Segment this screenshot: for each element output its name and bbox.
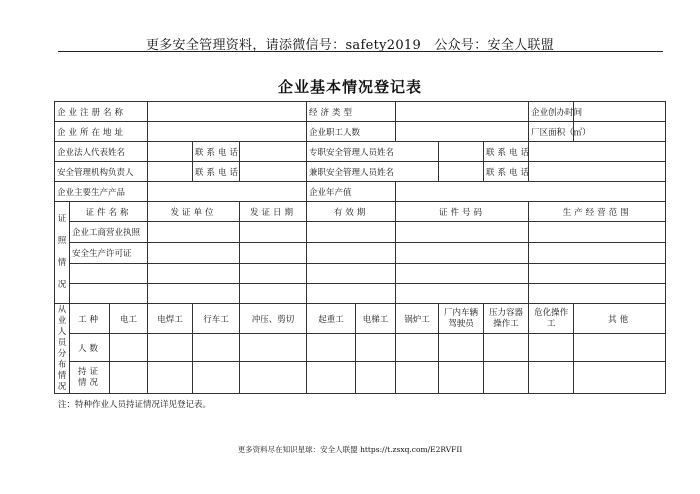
cert-cell[interactable] [396, 243, 529, 264]
label-employees: 企业职工人数 [307, 122, 396, 142]
table-row [55, 162, 666, 182]
cert-header-date: 发证日期 [240, 202, 307, 222]
worker-type: 锅炉工 [396, 304, 439, 334]
cert-cell[interactable] [396, 222, 529, 243]
table-row [55, 243, 666, 264]
value-employees[interactable] [396, 122, 529, 142]
cert-cell[interactable] [148, 284, 240, 304]
cert-cell[interactable] [396, 264, 529, 284]
cert-status-cell[interactable] [356, 362, 396, 394]
cert-item-license: 企业工商营业执照 [70, 222, 148, 243]
label-phone-3: 联系电话 [193, 162, 240, 182]
cert-cell[interactable] [70, 284, 148, 304]
count-cell[interactable] [574, 334, 666, 362]
table-row [55, 334, 666, 362]
count-cell[interactable] [193, 334, 240, 362]
cert-header-number: 证件号码 [396, 202, 529, 222]
value-founded[interactable] [574, 102, 666, 122]
cert-cell[interactable] [240, 222, 307, 243]
header-divider [58, 51, 663, 52]
value-phone-3[interactable] [240, 162, 307, 182]
cert-status-cell[interactable] [529, 362, 574, 394]
count-cell[interactable] [484, 334, 529, 362]
value-phone-4[interactable] [529, 162, 666, 182]
label-main-products: 企业主要生产产品 [55, 182, 148, 202]
value-safety-officer[interactable] [439, 142, 484, 162]
cert-cell[interactable] [240, 264, 307, 284]
label-safety-officer: 专职安全管理人员姓名 [307, 142, 439, 162]
count-cell[interactable] [529, 334, 574, 362]
table-row [55, 102, 666, 122]
value-address[interactable] [148, 122, 307, 142]
label-legal-rep: 企业法人代表姓名 [55, 142, 148, 162]
cert-status-cell[interactable] [110, 362, 148, 394]
value-reg-name[interactable] [148, 102, 307, 122]
count-cell[interactable] [439, 334, 484, 362]
label-annual-output: 企业年产值 [307, 182, 396, 202]
table-row [55, 202, 666, 222]
cert-cell[interactable] [307, 284, 396, 304]
worker-type: 电焊工 [148, 304, 193, 334]
cert-item-permit: 安全生产许可证 [70, 243, 148, 264]
label-phone-2: 联系电话 [484, 142, 529, 162]
cert-cell[interactable] [70, 264, 148, 284]
cert-cell[interactable] [148, 222, 240, 243]
label-part-time-officer: 兼职安全管理人员姓名 [307, 162, 439, 182]
form-title: 企业基本情况登记表 [277, 78, 422, 96]
count-cell[interactable] [148, 334, 193, 362]
workers-section-label: 从 业 人 员 分 布 情 况 [55, 304, 70, 394]
value-main-products[interactable] [148, 182, 307, 202]
value-econ-type[interactable] [396, 102, 529, 122]
cert-cell[interactable] [529, 264, 666, 284]
cert-cell[interactable] [240, 243, 307, 264]
cert-cell[interactable] [529, 243, 666, 264]
cert-cell[interactable] [148, 243, 240, 264]
label-phone-4: 联系电话 [484, 162, 529, 182]
label-econ-type: 经济类型 [307, 102, 396, 122]
worker-type: 危化操作工 [529, 304, 574, 334]
value-phone-1[interactable] [240, 142, 307, 162]
cert-header-issuer: 发证单位 [148, 202, 240, 222]
cert-header-scope: 生产经营范围 [529, 202, 666, 222]
table-row [55, 304, 666, 334]
cert-cell[interactable] [529, 222, 666, 243]
table-row [55, 222, 666, 243]
cert-status-cell[interactable] [439, 362, 484, 394]
footnote: 注：特种作业人员持证情况详见登记表。 [58, 400, 212, 410]
count-cell[interactable] [396, 334, 439, 362]
count-cell[interactable] [307, 334, 356, 362]
worker-type: 电梯工 [356, 304, 396, 334]
value-part-time-officer[interactable] [439, 162, 484, 182]
value-safety-dept-head[interactable] [148, 162, 193, 182]
cert-status-cell[interactable] [484, 362, 529, 394]
value-phone-2[interactable] [529, 142, 666, 162]
count-cell[interactable] [356, 334, 396, 362]
cert-cell[interactable] [240, 284, 307, 304]
cert-status-cell[interactable] [307, 362, 356, 394]
table-row [55, 122, 666, 142]
page-header: 更多安全管理资料，请添微信号：safety2019 公众号：安全人联盟 [145, 38, 555, 53]
worker-cert-label: 持证 情况 [70, 362, 110, 394]
table-row [55, 182, 666, 202]
worker-type: 电工 [110, 304, 148, 334]
worker-type: 厂内车辆驾驶员 [439, 304, 484, 334]
cert-header-validity: 有效期 [307, 202, 396, 222]
cert-header-name: 证件名称 [70, 202, 148, 222]
cert-cell[interactable] [307, 243, 396, 264]
table-row [55, 264, 666, 284]
table-row [55, 284, 666, 304]
table-row [55, 142, 666, 162]
cert-status-cell[interactable] [240, 362, 307, 394]
value-annual-output[interactable] [396, 182, 666, 202]
cert-status-cell[interactable] [193, 362, 240, 394]
cert-cell[interactable] [307, 264, 396, 284]
cert-status-cell[interactable] [574, 362, 666, 394]
worker-count-label: 人数 [70, 334, 110, 362]
label-safety-dept-head: 安全管理机构负责人 [55, 162, 148, 182]
count-cell[interactable] [240, 334, 307, 362]
cert-cell[interactable] [148, 264, 240, 284]
label-address: 企业所在地址 [55, 122, 148, 142]
cert-section-label: 证 照 情 况 [55, 202, 70, 304]
worker-type: 起重工 [307, 304, 356, 334]
worker-type: 行车工 [193, 304, 240, 334]
label-reg-name: 企业注册名称 [55, 102, 148, 122]
cert-cell[interactable] [396, 284, 529, 304]
registration-table [54, 101, 666, 394]
worker-type: 压力容器操作工 [484, 304, 529, 334]
worker-type-label: 工种 [70, 304, 110, 334]
label-phone-1: 联系电话 [193, 142, 240, 162]
table-row [55, 362, 666, 394]
worker-type: 冲压、剪切 [240, 304, 307, 334]
cert-cell[interactable] [529, 284, 666, 304]
count-cell[interactable] [110, 334, 148, 362]
cert-status-cell[interactable] [148, 362, 193, 394]
cert-cell[interactable] [307, 222, 396, 243]
cert-status-cell[interactable] [396, 362, 439, 394]
value-legal-rep[interactable] [148, 142, 193, 162]
label-founded: 企业创办时间 [529, 102, 574, 122]
worker-type: 其他 [574, 304, 666, 334]
label-area: 厂区面积（㎡） [529, 122, 574, 142]
page-footer: 更多资料尽在知识星球：安全人联盟 https://t.zsxq.com/E2RVFII [237, 445, 463, 454]
